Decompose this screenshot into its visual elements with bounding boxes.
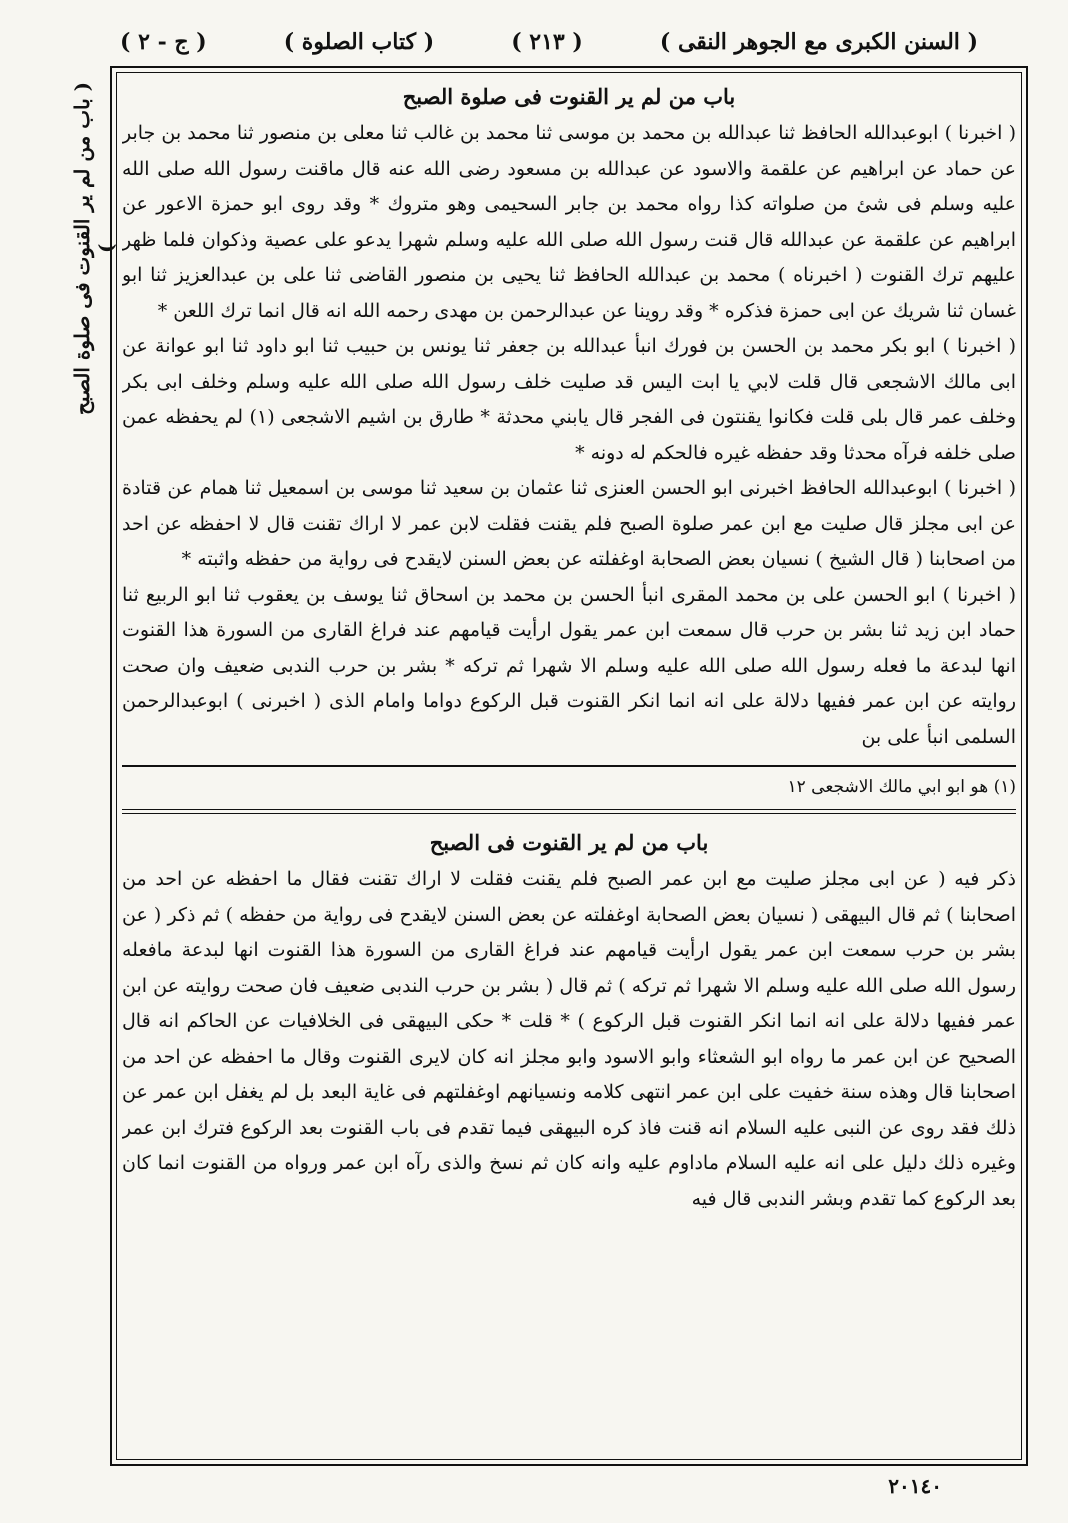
hadith-paragraph: ( اخبرنا ) ابوعبدالله الحافظ ثنا عبدالله بن محمد بن موسى ثنا محمد بن غالب ثنا معلى بن منصور ثنا محمد بن جابر عن حماد عن ابراهيم عن علقمة والاسود عن عبدالله بن مسعود رضى الله عنه قال ماقنت رسول الله صلى الله عليه وسلم فى شئ من صلواته كذا رواه محمد بن جابر السحيمى وهو متروك * وقد روى ابو حمزة الاعور عن ابراهيم عن علقمة عن عبدالله قال قنت رسول الله صلى الله عليه وسلم شهرا يدعو على عصية وذكوان فلما ظهر عليهم ترك القنوت ( اخبرناه ) محمد بن عبدالله الحافظ ثنا يحيى بن منصور القاضى ثنا على بن عبدالعزيز ثنا ابو غسان ثنا شريك عن ابى حمزة فذكره * وقد روينا عن عبدالرحمن بن مهدى رحمه الله انه قال انما ترك اللعن * bbox=[122, 122, 1016, 322]
side-chapter-title: ( باب من لم ير القنوت فى صلوة الصبح ) bbox=[70, 81, 118, 415]
commentary-paragraph: ذكر فيه ( عن ابى مجلز صليت مع ابن عمر الصبح فلم يقنت فقلت لا اراك تقنت فقال ما احفظه عن احد من اصحابنا ) ثم قال البيهقى ( نسيان بعض الصحابة اوغفلته عن بعض السنن لايقدح فى رواية من حفظه ) ثم ذكر ( عن بشر بن حرب سمعت ابن عمر يقول ارأيت قيامهم عند فراغ القارى من السورة هذا القنوت انها لبدعة مافعله رسول الله صلى الله عليه وسلم الا شهرا ثم تركه ) ثم قال ( بشر بن حرب الندبى ضعيف فان صحت روايته عن ابن عمر ففيها دلالة على انه انما انكر القنوت قبل الركوع ) * قلت * حكى البيهقى فى الخلافيات عن الحاكم انه قال الصحيح عن ابن عمر ما رواه ابو الشعثاء وابو الاسود وابو مجلز انه كان لايرى القنوت وقال ما احفظه عن احد من اصحابنا قال وهذه سنة خفيت على ابن عمر انتهى كلامه ونسيانهم اوغفلتهم فى غاية البعد بل لم يغفل ابن عمر عن ذلك فقد روى عن النبى عليه السلام انه قنت فاذ كره البيهقى فيما تقدم فى باب القنوت بعد الركوع فترك ابن عمر وغيره ذلك دليل على انه عليه السلام ماداوم عليه وانه كان ثم نسخ والذى رآه ابن عمر ورواه من القنوت انما كان بعد الركوع كما تقدم وبشر الندبى قال فيه bbox=[122, 868, 1016, 1210]
footnote-rule bbox=[122, 765, 1016, 767]
volume-label: ( ج - ٢ ) bbox=[120, 29, 207, 55]
hadith-paragraph: ( اخبرنا ) ابوعبدالله الحافظ اخبرنى ابو الحسن العنزى ثنا عثمان بن سعيد ثنا موسى بن اسمعيل ثنا همام عن قتادة عن ابى مجلز قال صليت مع ابن عمر صلوة الصبح فلم يقنت فقلت لابن عمر لا اراك تقنت قال لا احفظه عن احد من اصحابنا ( قال الشيخ ) نسيان بعض الصحابة اوغفلته عن بعض السنن لايقدح فى رواية من حفظه واثبته * bbox=[122, 477, 1016, 570]
page-content bbox=[122, 80, 1016, 1456]
hadith-paragraph: ( اخبرنا ) ابو بكر محمد بن الحسن بن فورك انبأ عبدالله بن جعفر ثنا يونس بن حبيب ثنا ابو داود ثنا ابو عوانة عن ابى مالك الاشجعى قال قلت لابي يا ابت اليس قد صليت خلف رسول الله صلى الله عليه وسلم وخلف ابى بكر وخلف عمر قال بلى قلت فكانوا يقنتون فى الفجر قال يابني محدثة * طارق بن اشيم الاشجعى (١) لم يحفظه عمن صلى خلفه فرآه محدثا وقد حفظه غيره فالحكم له دونه * bbox=[122, 335, 1016, 464]
section-divider bbox=[122, 809, 1016, 814]
book-title: ( السنن الكبرى مع الجوهر النقى ) bbox=[659, 29, 978, 55]
section-title: ( كتاب الصلوة ) bbox=[283, 29, 435, 55]
footnote: (١) هو ابو ابي مالك الاشجعى ١٢ bbox=[787, 777, 1016, 797]
page-footer: ٢٠١٤٠ bbox=[888, 1474, 942, 1498]
page-number: ( ٢١٣ ) bbox=[511, 29, 583, 55]
chapter-title: باب من لم ير القنوت فى صلوة الصبح bbox=[402, 84, 736, 109]
hadith-paragraph: ( اخبرنا ) ابو الحسن على بن محمد المقرى انبأ الحسن بن محمد بن اسحاق ثنا يوسف بن يعقوب ثنا ابو الربيع ثنا حماد ابن زيد ثنا بشر بن حرب قال سمعت ابن عمر يقول ارأيت قيامهم عند فراغ القارى من السورة هذا القنوت انها لبدعة ما فعله رسول الله صلى الله عليه وسلم الا شهرا ثم تركه * بشر بن حرب الندبى ضعيف وان صحت روايته عن ابن عمر ففيها دلالة على انه انما انكر القنوت قبل الركوع دواما وامام الذى ( اخبرنى ) ابوعبدالرحمن السلمى انبأ على بن bbox=[122, 583, 1016, 748]
page-header bbox=[120, 22, 978, 62]
commentary-title: باب من لم ير القنوت فى الصبح bbox=[429, 830, 709, 855]
page-frame bbox=[110, 66, 1028, 1466]
